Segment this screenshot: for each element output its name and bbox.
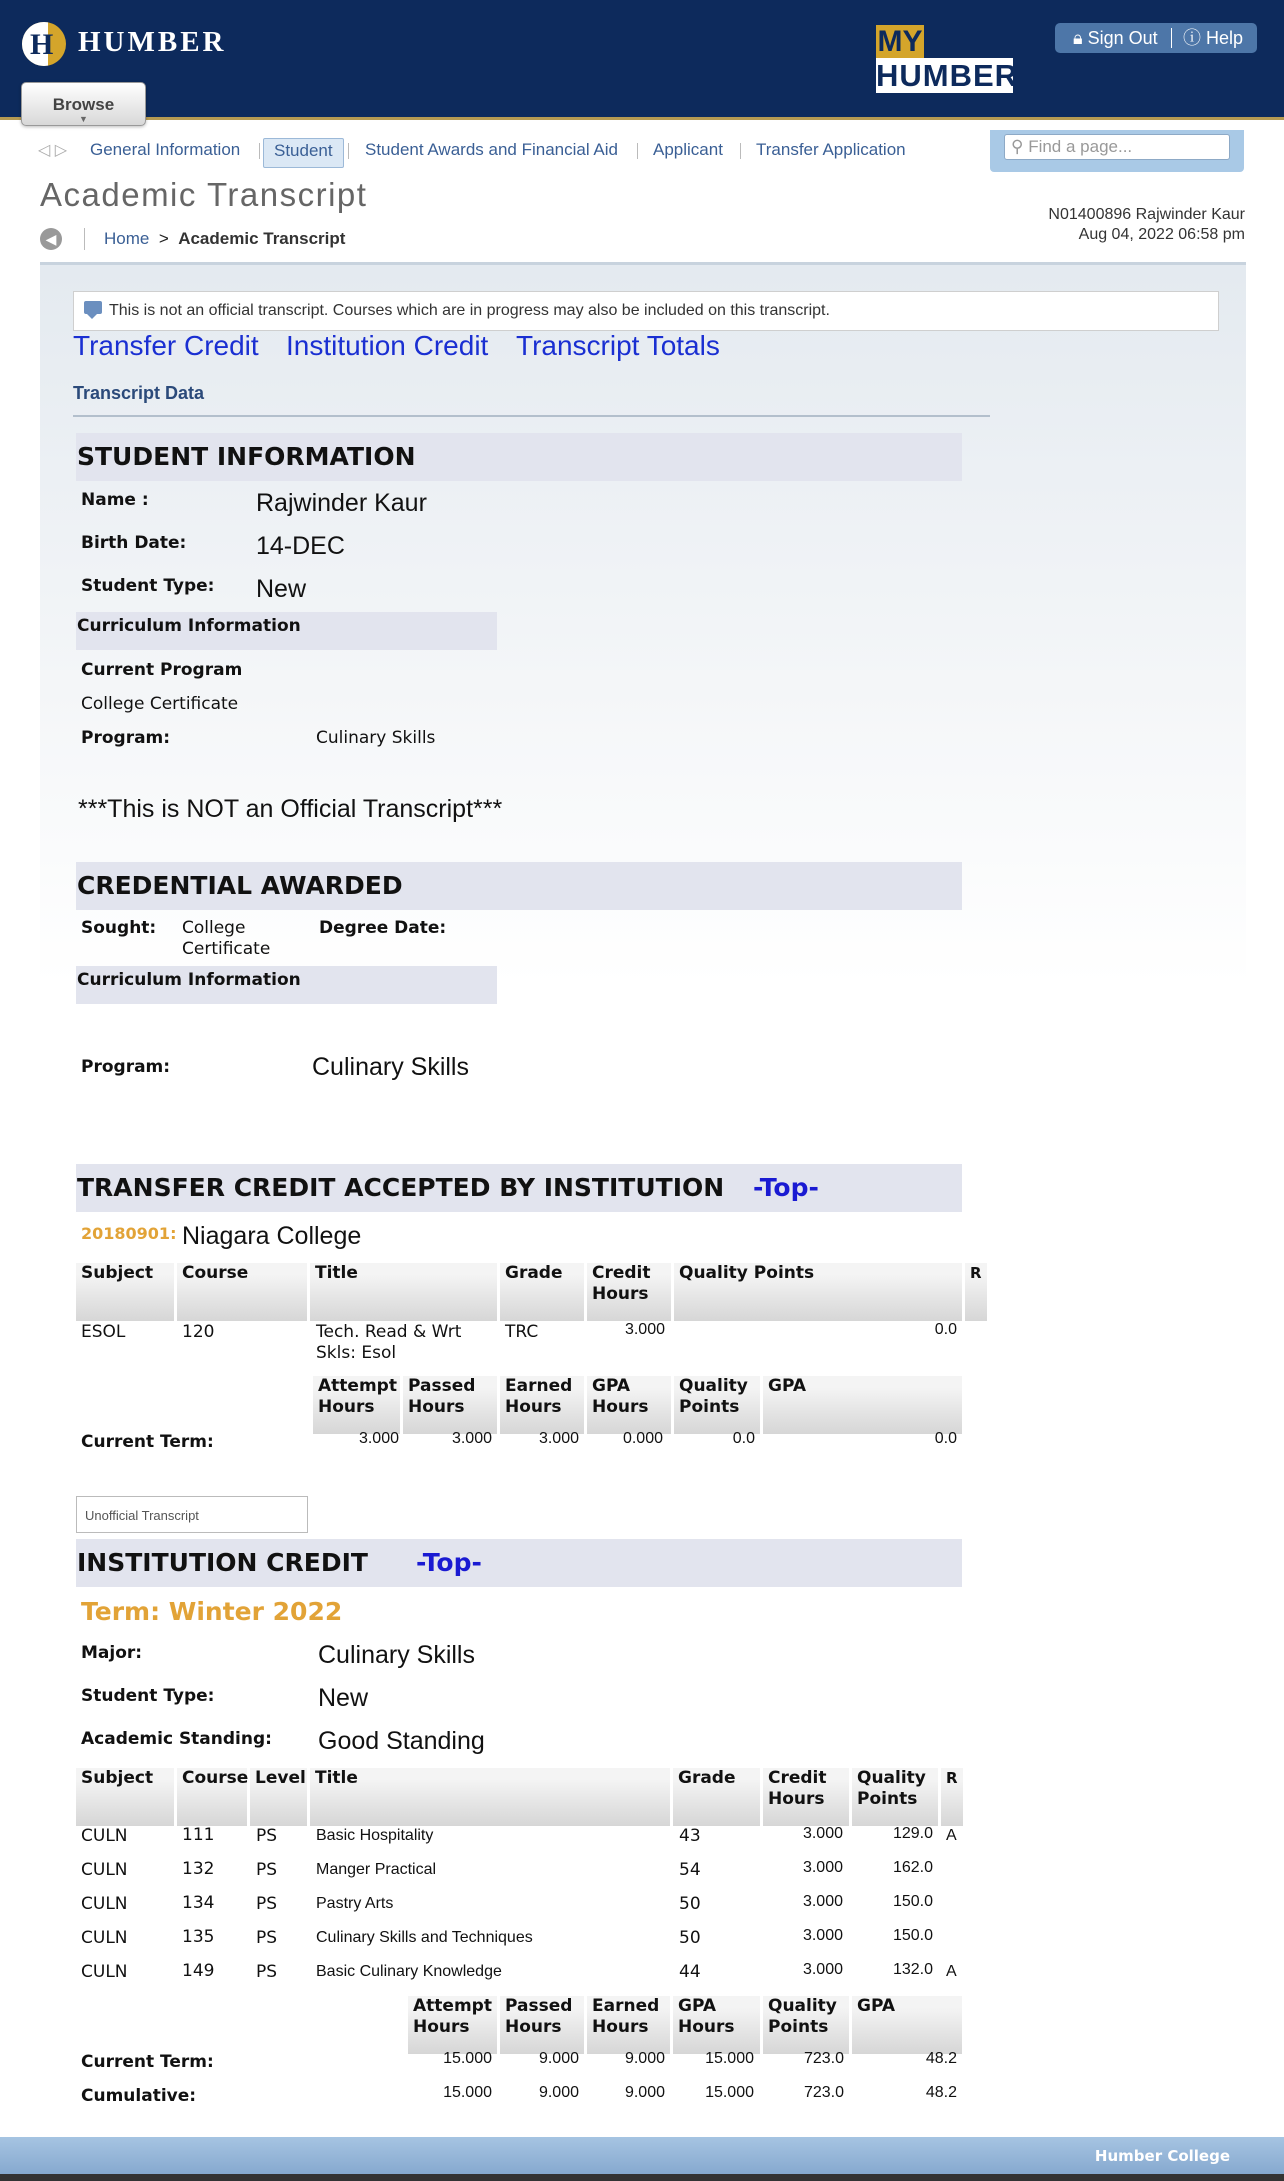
col-course: Course — [177, 1263, 307, 1321]
itcol-quality-points: Quality Points — [763, 1996, 849, 2054]
current-earned: 9.000 — [624, 2050, 665, 2067]
breadcrumb-home[interactable]: Home — [104, 229, 150, 248]
tcol-quality-points: Quality Points — [674, 1376, 760, 1434]
cumulative-attempt: 15.000 — [443, 2084, 492, 2101]
student-type: New — [256, 575, 307, 603]
institution-student-type-label: Student Type: — [81, 1686, 215, 1706]
institution-top-link[interactable]: -Top- — [416, 1548, 482, 1577]
user-info — [1048, 205, 1245, 245]
transfer-term-code: 20180901: — [81, 1224, 177, 1243]
breadcrumb-current: Academic Transcript — [178, 229, 346, 248]
credential-header: CREDENTIAL AWARDED — [76, 862, 962, 910]
curriculum-info-header: Curriculum Information — [76, 612, 497, 650]
sought-value: College Certificate — [182, 918, 271, 959]
major: Culinary Skills — [318, 1641, 475, 1669]
transfer-passed: 3.000 — [451, 1430, 492, 1447]
transfer-title: Tech. Read & Wrt Skls: Esol — [316, 1322, 462, 1363]
transfer-course: 120 — [182, 1322, 215, 1342]
transfer-subject: ESOL — [81, 1322, 126, 1342]
transfer-attempt: 3.000 — [358, 1430, 399, 1447]
program: Culinary Skills — [316, 728, 436, 748]
current-passed: 9.000 — [538, 2050, 579, 2067]
icol-grade: Grade — [673, 1768, 760, 1826]
degree-date-label: Degree Date: — [319, 918, 447, 938]
col-credit-hours: Credit Hours — [587, 1263, 671, 1321]
academic-standing-label: Academic Standing: — [81, 1729, 272, 1749]
humber-logo-text: HUMBER — [78, 26, 227, 58]
tcol-attempt-hours: Attempt Hours — [313, 1376, 400, 1434]
major-label: Major: — [81, 1643, 143, 1663]
timestamp: Aug 04, 2022 06:58 pm — [1078, 226, 1245, 243]
icol-course: Course — [177, 1768, 247, 1826]
icol-credit-hours: Credit Hours — [763, 1768, 849, 1826]
tab-applicant[interactable]: Applicant — [653, 140, 723, 159]
top-banner — [0, 0, 1284, 118]
col-grade: Grade — [500, 1263, 584, 1321]
icol-title: Title — [310, 1768, 670, 1826]
footer-bar — [0, 2137, 1284, 2174]
name-label: Name : — [81, 490, 149, 510]
transfer-gpa: 0.0 — [934, 1430, 957, 1447]
help-button[interactable]: ⓘ Help — [1183, 28, 1244, 48]
tcol-gpa-hours: GPA Hours — [587, 1376, 671, 1434]
credential-curriculum-header: Curriculum Information — [76, 966, 497, 1004]
icol-r: R — [941, 1768, 963, 1826]
tcol-earned-hours: Earned Hours — [500, 1376, 584, 1434]
itcol-passed-hours: Passed Hours — [500, 1996, 584, 2054]
transfer-current-term-label: Current Term: — [81, 1432, 214, 1452]
icol-subject: Subject — [76, 1768, 174, 1826]
institution-student-type: New — [318, 1684, 369, 1712]
cumulative-passed: 9.000 — [538, 2084, 579, 2101]
col-title: Title — [310, 1263, 497, 1321]
birth-date: 14-DEC — [256, 532, 345, 560]
tcol-passed-hours: Passed Hours — [403, 1376, 497, 1434]
footer-text: Humber College — [1094, 2147, 1230, 2165]
find-page-panel — [990, 130, 1244, 172]
chevron-down-icon: ▼ — [79, 114, 88, 124]
sought-label: Sought: — [81, 918, 157, 938]
cumulative-gpa: 48.2 — [925, 2084, 957, 2101]
current-quality: 723.0 — [803, 2050, 844, 2067]
find-page-input[interactable]: ⚲ Find a page... — [1004, 134, 1230, 160]
link-institution-credit[interactable]: Institution Credit — [286, 330, 489, 361]
chevron-right-icon[interactable]: ▷ — [54, 142, 68, 159]
chevron-left-icon[interactable]: ◁ — [38, 142, 51, 159]
myhumber-logo: MY HUMBER — [876, 25, 1019, 93]
term-heading: Term: Winter 2022 — [81, 1597, 343, 1626]
current-program: College Certificate — [81, 694, 239, 714]
nav-scroll-arrows[interactable] — [38, 140, 67, 160]
transfer-top-link[interactable]: -Top- — [753, 1173, 819, 1202]
credential-program-label: Program: — [81, 1057, 171, 1077]
itcol-gpa: GPA — [852, 1996, 962, 2054]
transfer-credit-header: TRANSFER CREDIT ACCEPTED BY INSTITUTION -Top- — [76, 1164, 962, 1212]
itcol-earned-hours: Earned Hours — [587, 1996, 670, 2054]
col-quality-points: Quality Points — [674, 1263, 962, 1321]
unofficial-transcript-box: Unofficial Transcript — [76, 1496, 308, 1533]
current-attempt: 15.000 — [443, 2050, 492, 2067]
icol-level: Level — [250, 1768, 307, 1826]
transfer-institution: Niagara College — [182, 1222, 362, 1250]
link-transfer-credit[interactable]: Transfer Credit — [73, 330, 259, 361]
tab-student-awards[interactable]: Student Awards and Financial Aid — [365, 140, 618, 159]
icol-quality-points: Quality Points — [852, 1768, 938, 1826]
browse-button[interactable]: Browse ▼ — [21, 82, 146, 126]
credential-program: Culinary Skills — [312, 1053, 469, 1081]
program-label: Program: — [81, 728, 171, 748]
current-gpa-hours: 15.000 — [705, 2050, 754, 2067]
sign-out-button[interactable]: 🔒︎ Sign Out — [1073, 28, 1158, 48]
banner-divider — [0, 117, 1284, 120]
cumulative-label: Cumulative: — [81, 2086, 197, 2106]
transfer-quality: 0.0 — [934, 1321, 957, 1338]
lock-icon: 🔒︎ — [1073, 28, 1083, 48]
student-info-header: STUDENT INFORMATION — [76, 433, 962, 481]
user-id-name: N01400896 Rajwinder Kaur — [1048, 206, 1245, 223]
student-name: Rajwinder Kaur — [256, 489, 427, 517]
tab-student[interactable]: Student — [263, 138, 344, 168]
transfer-credit: 3.000 — [624, 1321, 665, 1338]
itcol-attempt-hours: Attempt Hours — [408, 1996, 497, 2054]
tcol-gpa: GPA — [763, 1376, 962, 1434]
transfer-quality-total: 0.0 — [732, 1430, 755, 1447]
current-gpa: 48.2 — [925, 2050, 957, 2067]
page-title: Academic Transcript — [40, 176, 368, 213]
cumulative-quality: 723.0 — [803, 2084, 844, 2101]
current-program-label: Current Program — [81, 660, 243, 680]
breadcrumb: Home > Academic Transcript — [104, 229, 346, 248]
transcript-data-heading: Transcript Data — [73, 383, 205, 403]
cumulative-earned: 9.000 — [624, 2084, 665, 2101]
transfer-grade: TRC — [505, 1322, 539, 1342]
humber-logo-icon: H — [22, 22, 66, 66]
transfer-gpa-hours: 0.000 — [622, 1430, 663, 1447]
notice-box: This is not an official transcript. Courses which are in progress may also be included on this transcript. — [73, 291, 1219, 331]
not-official-warning: ***This is NOT an Official Transcript*** — [78, 795, 503, 823]
col-subject: Subject — [76, 1263, 174, 1321]
academic-standing: Good Standing — [318, 1727, 485, 1755]
transfer-earned: 3.000 — [538, 1430, 579, 1447]
institution-current-term-label: Current Term: — [81, 2052, 214, 2072]
cumulative-gpa-hours: 15.000 — [705, 2084, 754, 2101]
message-icon — [84, 301, 102, 314]
student-type-label: Student Type: — [81, 576, 215, 596]
tab-general-information[interactable]: General Information — [90, 140, 241, 159]
institution-credit-header: INSTITUTION CREDIT -Top- — [76, 1539, 962, 1587]
birth-date-label: Birth Date: — [81, 533, 187, 553]
back-arrow-icon[interactable]: ◀ — [40, 228, 62, 250]
itcol-gpa-hours: GPA Hours — [673, 1996, 760, 2054]
link-transcript-totals[interactable]: Transcript Totals — [516, 330, 720, 361]
search-icon: ⚲ — [1011, 137, 1024, 156]
col-r: R — [965, 1263, 987, 1321]
help-icon: ⓘ — [1183, 28, 1201, 48]
tab-transfer-application[interactable]: Transfer Application — [756, 140, 906, 159]
header-actions — [1055, 23, 1257, 53]
